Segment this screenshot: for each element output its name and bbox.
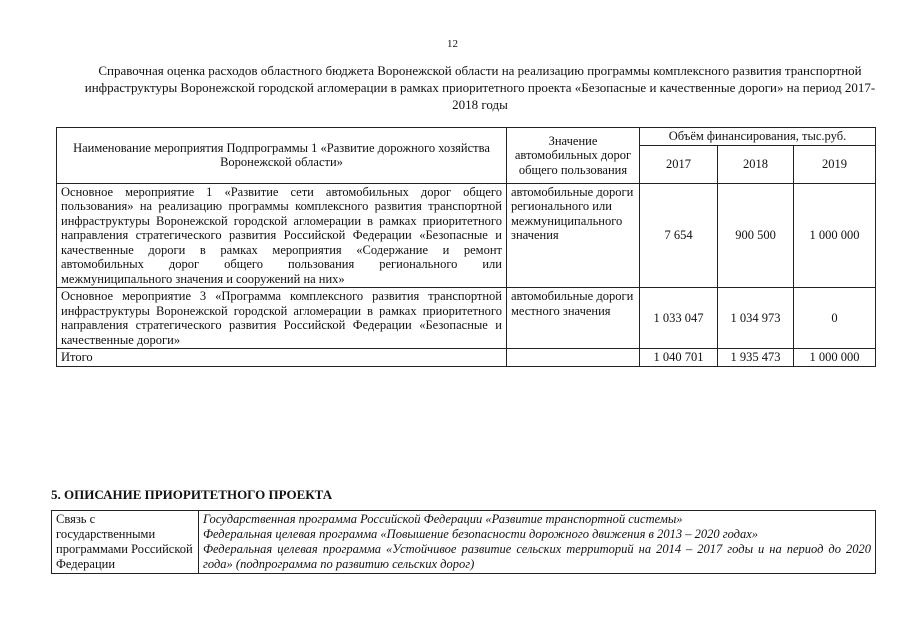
total-2019: 1 000 000 <box>794 349 876 367</box>
row-value: автомобильные дороги регионального или межмуниципального значения <box>507 183 640 288</box>
row-2017: 1 033 047 <box>640 288 718 349</box>
total-2017: 1 040 701 <box>640 349 718 367</box>
total-label: Итого <box>57 349 507 367</box>
program-item: Федеральная целевая программа «Повышение безопасности дорожного движения в 2013 – 2020 годах» <box>203 527 759 541</box>
table-row <box>57 288 876 349</box>
page-number: 12 <box>447 38 458 50</box>
table-total-row <box>57 349 876 367</box>
row-name: Основное мероприятие 1 «Развитие сети автомобильных дорог общего пользования» на реализацию программы комплексного развития транспортной инфраструктуры Воронежской городской агломерации в рамках приоритетного направления стратегического развития Российской Федерации «Безопасные и качественные дороги в рамках мероприятия «Содержание и ремонт автомобильных дорог общего пользования регионального или межмуниципального значения и сооружений на них» <box>57 183 507 288</box>
header-year-2018: 2018 <box>718 145 794 183</box>
programs-link-table <box>51 510 876 574</box>
table-row <box>57 183 876 288</box>
header-name: Наименование мероприятия Подпрограммы 1 «Развитие дорожного хозяйства Воронежской области» <box>57 128 507 184</box>
row-2018: 900 500 <box>718 183 794 288</box>
budget-table <box>56 127 876 367</box>
header-year-2019: 2019 <box>794 145 876 183</box>
table-header-row <box>57 128 876 146</box>
programs-list <box>199 511 876 574</box>
header-year-2017: 2017 <box>640 145 718 183</box>
program-item: Государственная программа Российской Федерации «Развитие транспортной системы» <box>203 512 683 526</box>
total-2018: 1 935 473 <box>718 349 794 367</box>
programs-label: Связь с государственными программами Российской Федерации <box>52 511 199 574</box>
header-value: Значение автомобильных дорог общего пользования <box>507 128 640 184</box>
header-funding: Объём финансирования, тыс.руб. <box>640 128 876 146</box>
document-title: Справочная оценка расходов областного бюджета Воронежской области на реализацию программы комплексного развития транспортной инфраструктуры Воронежской городской агломерации в рамках приоритетного проекта «Безопасные и качественные дороги» на период 2017-2018 годы <box>84 63 876 112</box>
row-2018: 1 034 973 <box>718 288 794 349</box>
total-value <box>507 349 640 367</box>
row-2019: 0 <box>794 288 876 349</box>
row-value: автомобильные дороги местного значения <box>507 288 640 349</box>
row-2017: 7 654 <box>640 183 718 288</box>
table-row <box>52 511 876 574</box>
row-name: Основное мероприятие 3 «Программа комплексного развития транспортной инфраструктуры Воронежской городской агломерации в рамках приоритетного направления стратегического развития Российской Федерации «Безопасные и качественные дороги» <box>57 288 507 349</box>
section-heading: 5. ОПИСАНИЕ ПРИОРИТЕТНОГО ПРОЕКТА <box>51 487 333 502</box>
program-item: Федеральная целевая программа «Устойчивое развитие сельских территорий на 2014 – 2017 годы и на период до 2020 года» (подпрограмма по развитию сельских дорог) <box>203 542 871 571</box>
row-2019: 1 000 000 <box>794 183 876 288</box>
